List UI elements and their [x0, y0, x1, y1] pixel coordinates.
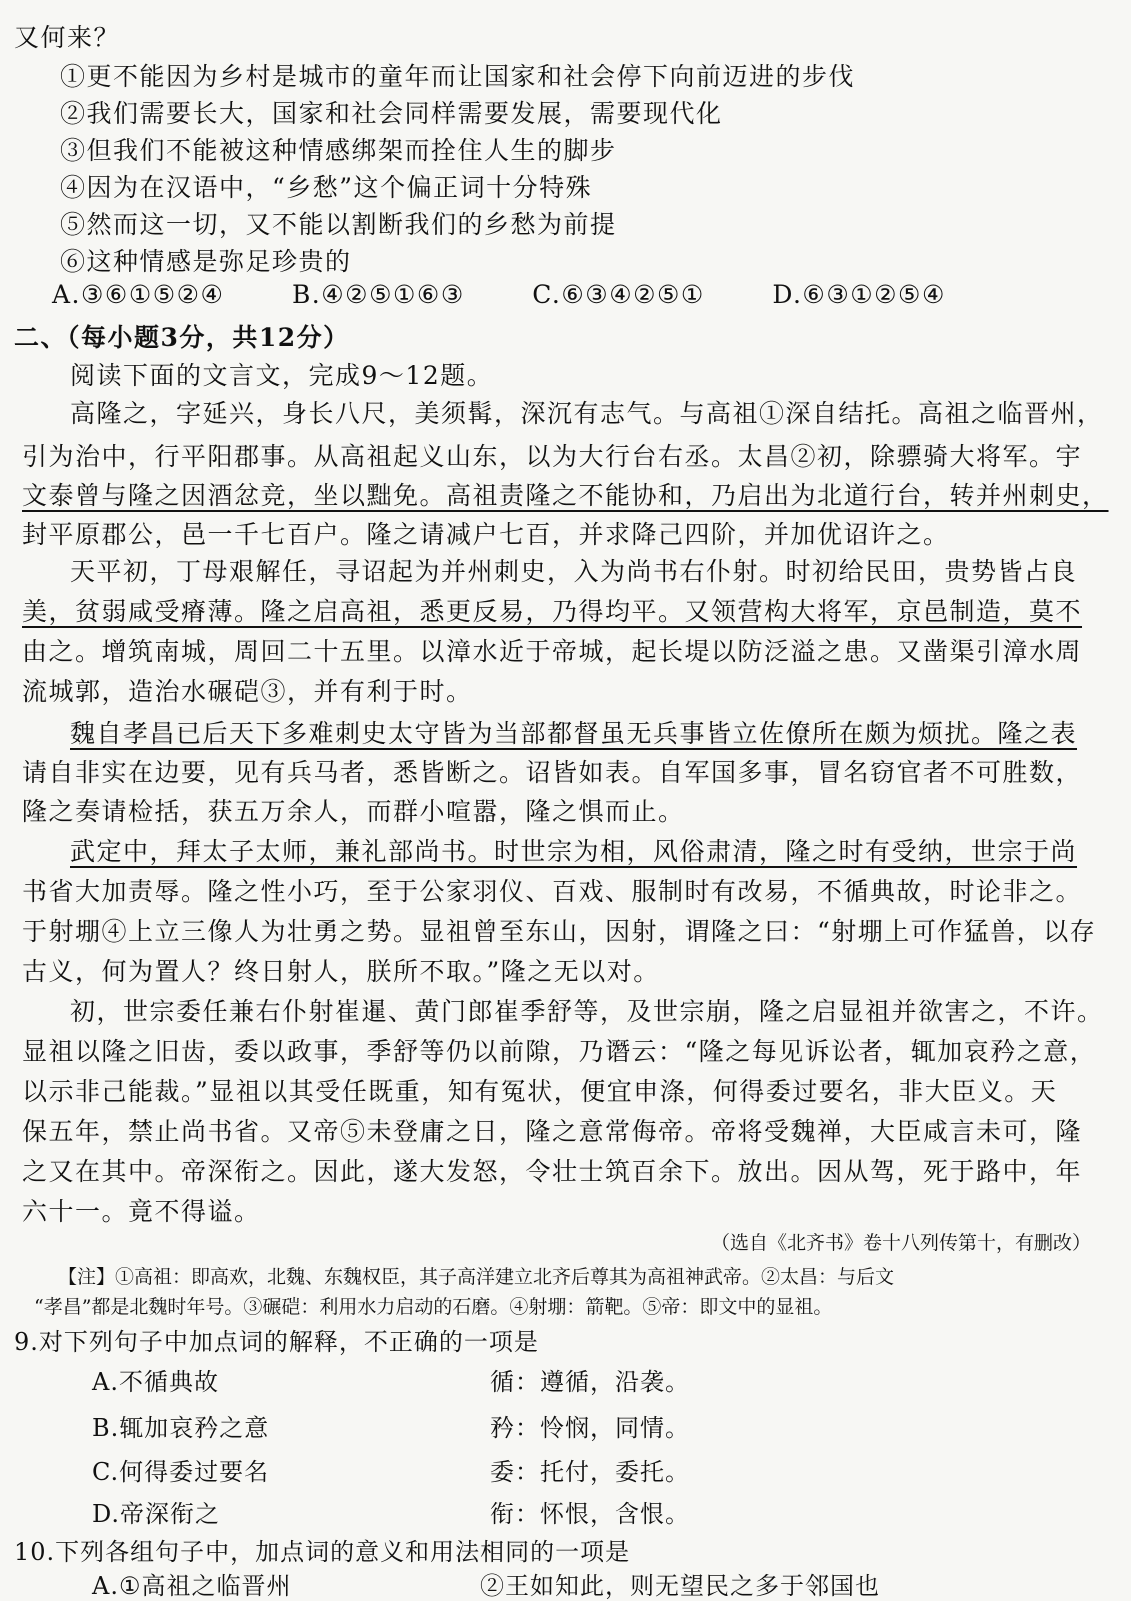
passage-line: 显祖以隆之旧齿，委以政事，季舒等仍以前隙，乃谮云：“隆之每见诉讼者，辄加哀矜之意，: [22, 1037, 1097, 1066]
q8-options: [52, 280, 1004, 309]
q9-option-b[interactable]: B.辄加哀矜之意: [92, 1414, 270, 1442]
q8-item: ③但我们不能被这种情感绑架而拴住人生的脚步: [60, 136, 617, 165]
passage-line: 引为治中，行平阳郡事。从高祖起义山东，以为大行台右丞。太昌②初，除骠骑大将军。宇: [22, 442, 1083, 471]
passage-line: 以示非己能裁。”显祖以其受任既重，知有冤状，便宜申涤，何得委过要名，非大臣义。天: [22, 1077, 1058, 1106]
q10-option-a-right: ②王如知此，则无望民之多于邻国也: [480, 1572, 880, 1600]
passage-line-underlined: 武定中，拜太子太师，兼礼部尚书。时世宗为相，风俗肃清，隆之时有受纳，世宗于尚: [70, 837, 1078, 866]
passage-line: 初，世宗委任兼右仆射崔暹、黄门郎崔季舒等，及世宗崩，隆之启显祖并欲害之，不许。: [70, 997, 1104, 1026]
notes-line: “孝昌”都是北魏时年号。③碾硙：利用水力启动的石磨。④射堋：箭靶。⑤帝：即文中的显祖。: [34, 1296, 833, 1318]
q8-option-a[interactable]: A.③⑥①⑤②④: [52, 280, 225, 309]
q9-option-c[interactable]: C.何得委过要名: [92, 1458, 270, 1486]
passage-line: 之又在其中。帝深衔之。因此，遂大发怒，令壮士筑百余下。放出。因从驾，死于路中，年: [22, 1157, 1083, 1186]
passage-line: 流城郭，造治水碾硙③，并有利于时。: [22, 677, 473, 706]
passage-line-underlined: 文泰曾与隆之因酒忿竞，坐以黜免。高祖责隆之不能协和，乃启出为北道行台，转并州刺史，: [22, 481, 1109, 510]
q9-option-a-explanation: 循：遵循，沿袭。: [490, 1368, 690, 1396]
passage-line: 高隆之，字延兴，身长八尺，美须髯，深沉有志气。与高祖①深自结托。高祖之临晋州，: [70, 399, 1104, 428]
q8-item: ①更不能因为乡村是城市的童年而让国家和社会停下向前迈进的步伐: [60, 62, 856, 91]
q8-item: ⑤然而这一切，又不能以割断我们的乡愁为前提: [60, 210, 617, 239]
passage-line-underlined: 魏自孝昌已后天下多难刺史太守皆为当部都督虽无兵事皆立佐僚所在颇为烦扰。隆之表: [70, 719, 1078, 748]
passage-line: 天平初，丁母艰解任，寻诏起为并州刺史，入为尚书右仆射。时初给民田，贵势皆占良: [70, 557, 1078, 586]
passage-line: 古义，何为置人？终日射人，朕所不取。”隆之无以对。: [22, 957, 660, 986]
q9-option-d-explanation: 衔：怀恨，含恨。: [490, 1500, 690, 1528]
passage-line-underlined: 美，贫弱咸受瘠薄。隆之启高祖，悉更反易，乃得均平。又领营构大将军，京邑制造，莫不: [22, 597, 1083, 626]
q9-stem: 9.对下列句子中加点词的解释，不正确的一项是: [14, 1328, 539, 1356]
q8-item: ④因为在汉语中，“乡愁”这个偏正词十分特殊: [60, 173, 593, 202]
q8-option-c[interactable]: C.⑥③④②⑤①: [532, 280, 705, 309]
q9-option-d[interactable]: D.帝深衔之: [92, 1500, 221, 1528]
q10-stem: 10.下列各组句子中，加点词的意义和用法相同的一项是: [14, 1538, 631, 1566]
passage-line: 于射堋④上立三像人为壮勇之势。显祖曾至东山，因射，谓隆之曰：“射堋上可作猛兽，以存: [22, 917, 1097, 946]
q8-option-d[interactable]: D.⑥③①②⑤④: [772, 280, 946, 309]
passage-line: 六十一。竟不得谥。: [22, 1197, 261, 1226]
q8-item: ②我们需要长大，国家和社会同样需要发展，需要现代化: [60, 99, 723, 128]
passage-line: 封平原郡公，邑一千七百户。隆之请减户七百，并求降己四阶，并加优诏许之。: [22, 520, 950, 549]
section-instruction: 阅读下面的文言文，完成9～12题。: [70, 361, 494, 390]
q8-option-b[interactable]: B.④②⑤①⑥③: [291, 280, 465, 309]
passage-line: 请自非实在边要，见有兵马者，悉皆断之。诏皆如表。自军国多事，冒名窃官者不可胜数，: [22, 758, 1083, 787]
passage-line: 由之。增筑南城，周回二十五里。以漳水近于帝城，起长堤以防泛溢之患。又凿渠引漳水周: [22, 637, 1083, 666]
q9-option-c-explanation: 委：托付，委托。: [490, 1458, 690, 1486]
q8-item: ⑥这种情感是弥足珍贵的: [60, 247, 352, 276]
q10-option-a-left[interactable]: A.①高祖之临晋州: [92, 1572, 292, 1600]
q8-tail: 又何来？: [14, 23, 121, 52]
section-title: 二、（每小题3分，共12分）: [14, 323, 350, 352]
notes-line: 【注】①高祖：即高欢，北魏、东魏权臣，其子高洋建立北齐后尊其为高祖神武帝。②太昌：与后文: [58, 1266, 895, 1288]
q9-option-b-explanation: 矜：怜悯，同情。: [490, 1414, 690, 1442]
passage-line: 书省大加责辱。隆之性小巧，至于公家羽仪、百戏、服制时有改易，不循典故，时论非之。: [22, 877, 1083, 906]
passage-line: 保五年，禁止尚书省。又帝⑤未登庸之日，隆之意常侮帝。帝将受魏禅，大臣咸言未可，隆: [22, 1117, 1083, 1146]
passage-source: （选自《北齐书》卷十八列传第十，有删改）: [710, 1232, 1091, 1254]
passage-line: 隆之奏请检括，获五万余人，而群小喧嚣，隆之惧而止。: [22, 797, 685, 826]
q9-option-a[interactable]: A.不循典故: [92, 1368, 219, 1396]
